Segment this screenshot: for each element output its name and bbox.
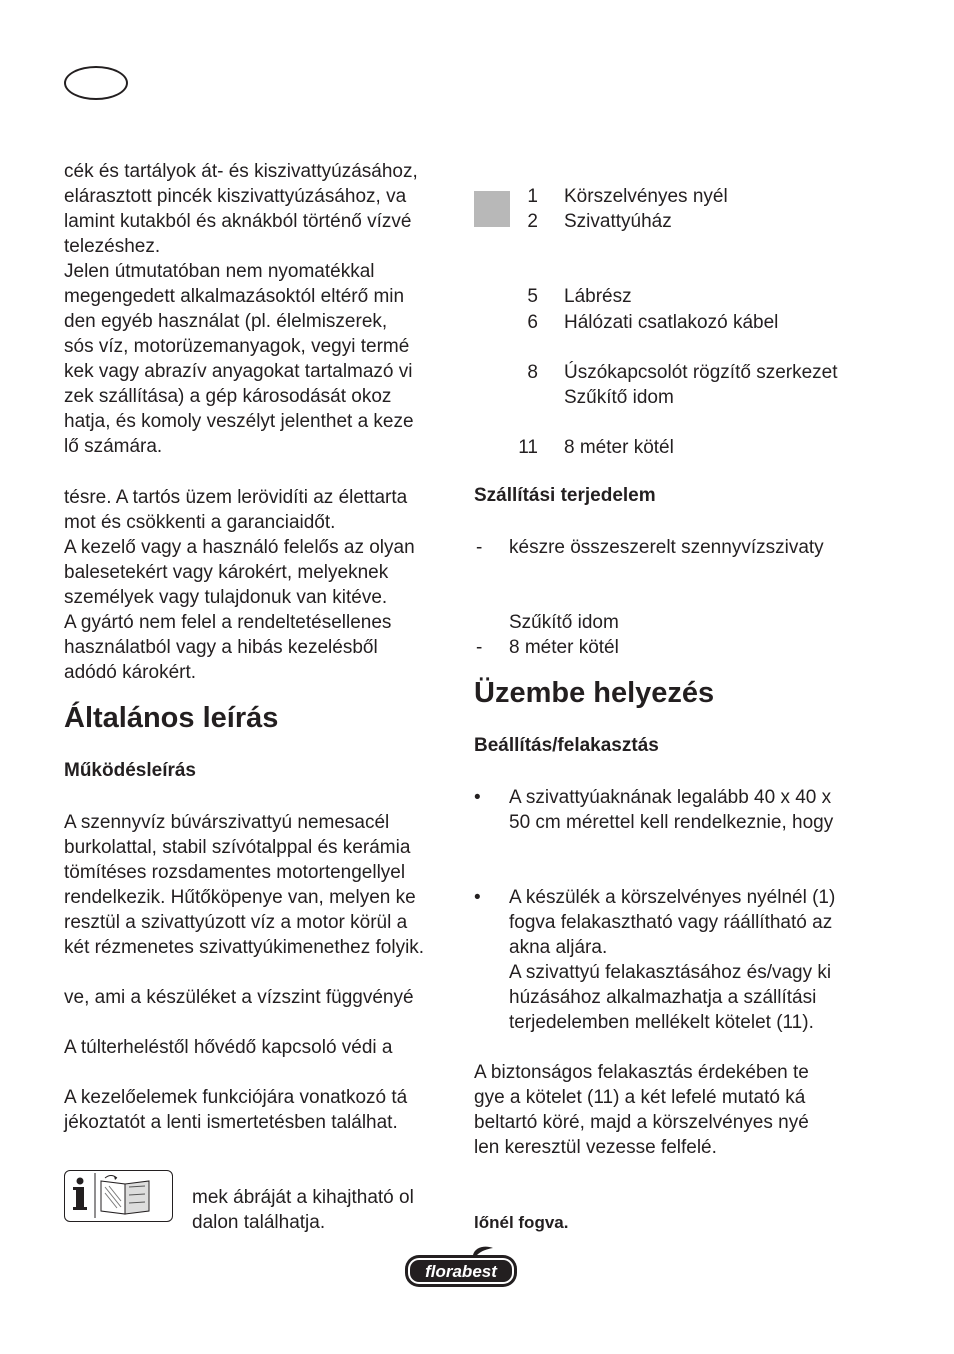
text-line: húzásához alkalmazhatja a szállítási	[509, 987, 817, 1008]
part-label: Lábrész	[564, 286, 632, 307]
subsection-title-setup-hanging: Beállítás/felakasztás	[474, 735, 659, 756]
text-line: jékoztatót a lenti ismertetésben találhat.	[64, 1112, 398, 1133]
part-number: 2	[527, 211, 538, 232]
part-number: 5	[527, 286, 538, 307]
float-switch-line: ve, ami a készüléket a vízszint függvényé	[64, 987, 414, 1008]
delivery-scope-title: Szállítási terjedelem	[474, 485, 656, 506]
text-line: gye a kötelet (11) a két lefelé mutató ká	[474, 1087, 806, 1108]
text-line: fogva felakasztható vagy ráállítható az	[509, 912, 833, 933]
text-line: A szivattyúaknának legalább 40 x 40 x	[509, 787, 832, 808]
text-line: A gyártó nem felel a rendeltetésellenes	[64, 612, 392, 633]
text-line: dalon találhatja.	[192, 1212, 326, 1233]
text-line: mot és csökkenti a garanciaidőt.	[64, 512, 336, 533]
text-line: Jelen útmutatóban nem nyomatékkal	[64, 261, 375, 282]
text-line: 50 cm mérettel kell rendelkeznie, hogy	[509, 812, 834, 833]
text-line: A kezelő vagy a használó felelős az olyan	[64, 537, 415, 558]
text-line: resztül a szivattyúzott víz a motor körül a	[64, 912, 408, 933]
text-line: hatja, és komoly veszélyt jelenthet a keze	[64, 411, 414, 432]
part-number: 1	[527, 186, 538, 207]
section-title-general-description: Általános leírás	[64, 702, 279, 734]
bold-note: lőnél fogva.	[474, 1213, 569, 1232]
text-line: akna aljára.	[509, 937, 608, 958]
text-line: elárasztott pincék kiszivattyúzásához, va	[64, 186, 407, 207]
text-line: rendelkezik. Hűtőköpenye van, melyen ke	[64, 887, 416, 908]
part-label: Szűkítő idom	[564, 387, 674, 408]
part-number: 8	[527, 362, 538, 383]
list-dash: -	[476, 637, 483, 658]
florabest-logo	[403, 1245, 519, 1289]
text-line: lő számára.	[64, 436, 163, 457]
text-line: sós víz, motorüzemanyagok, vegyi termé	[64, 336, 410, 357]
part-label: Körszelvényes nyél	[564, 186, 728, 207]
text-line: burkolattal, stabil szívótalppal és kerámia	[64, 837, 411, 858]
part-label: Szivattyúház	[564, 211, 672, 232]
text-line: tömítéses rozsdamentes motortengellyel	[64, 862, 406, 883]
delivery-label: Szűkítő idom	[509, 612, 619, 633]
text-line: tésre. A tartós üzem lerövidíti az élettarta	[64, 487, 408, 508]
subsection-title-operation: Működésleírás	[64, 760, 196, 781]
part-label: 8 méter kötél	[564, 437, 674, 458]
text-line: A szivattyú felakasztásához és/vagy ki	[509, 962, 832, 983]
delivery-label: készre összeszerelt szennyvízszivaty	[509, 537, 824, 558]
list-dash: -	[476, 537, 483, 558]
text-line: adódó károkért.	[64, 662, 197, 683]
text-line: használatból vagy a hibás kezelésből	[64, 637, 378, 658]
language-badge	[64, 66, 128, 100]
text-line: lamint kutakból és aknákból történő vízvé	[64, 211, 412, 232]
section-title-commissioning: Üzembe helyezés	[474, 677, 715, 709]
text-line: A kezelőelemek funkciójára vonatkozó tá	[64, 1087, 408, 1108]
part-label: Úszókapcsolót rögzítő szerkezet	[564, 362, 838, 383]
part-number: 6	[527, 312, 538, 333]
part-number: 11	[518, 437, 538, 458]
text-line: megengedett alkalmazásoktól eltérő min	[64, 286, 405, 307]
text-line: terjedelemben mellékelt kötelet (11).	[509, 1012, 814, 1033]
text-line: A szennyvíz búvárszivattyú nemesacél	[64, 812, 390, 833]
text-line: len keresztül vezesse felfelé.	[474, 1137, 717, 1158]
bullet-marker: •	[474, 887, 481, 908]
text-line: A készülék a körszelvényes nyélnél (1)	[509, 887, 836, 908]
text-line: zek szállítása) a gép károsodását okoz	[64, 386, 392, 407]
text-line: két rézmenetes szivattyúkimenethez folyik.	[64, 937, 425, 958]
delivery-label: 8 méter kötél	[509, 637, 619, 658]
text-line: A biztonságos felakasztás érdekében te	[474, 1062, 809, 1083]
part-label: Hálózati csatlakozó kábel	[564, 312, 779, 333]
text-line: személyek vagy tulajdonuk van kitéve.	[64, 587, 388, 608]
text-line: beltartó köré, majd a körszelvényes nyé	[474, 1112, 809, 1133]
info-fold-out-icon	[64, 1170, 173, 1222]
text-line: cék és tartályok át- és kiszivattyúzásához,	[64, 161, 418, 182]
text-line: telezéshez.	[64, 236, 161, 257]
overload-line: A túlterheléstől hővédő kapcsoló védi a	[64, 1037, 393, 1058]
brand-text: florabest	[425, 1262, 497, 1281]
text-line: den egyéb használat (pl. élelmiszerek,	[64, 311, 388, 332]
text-line: mek ábráját a kihajtható ol	[192, 1187, 414, 1208]
bullet-marker: •	[474, 787, 481, 808]
text-line: kek vagy abrazív anyagokat tartalmazó vi	[64, 361, 413, 382]
text-line: balesetekért vagy károkért, melyeknek	[64, 562, 389, 583]
